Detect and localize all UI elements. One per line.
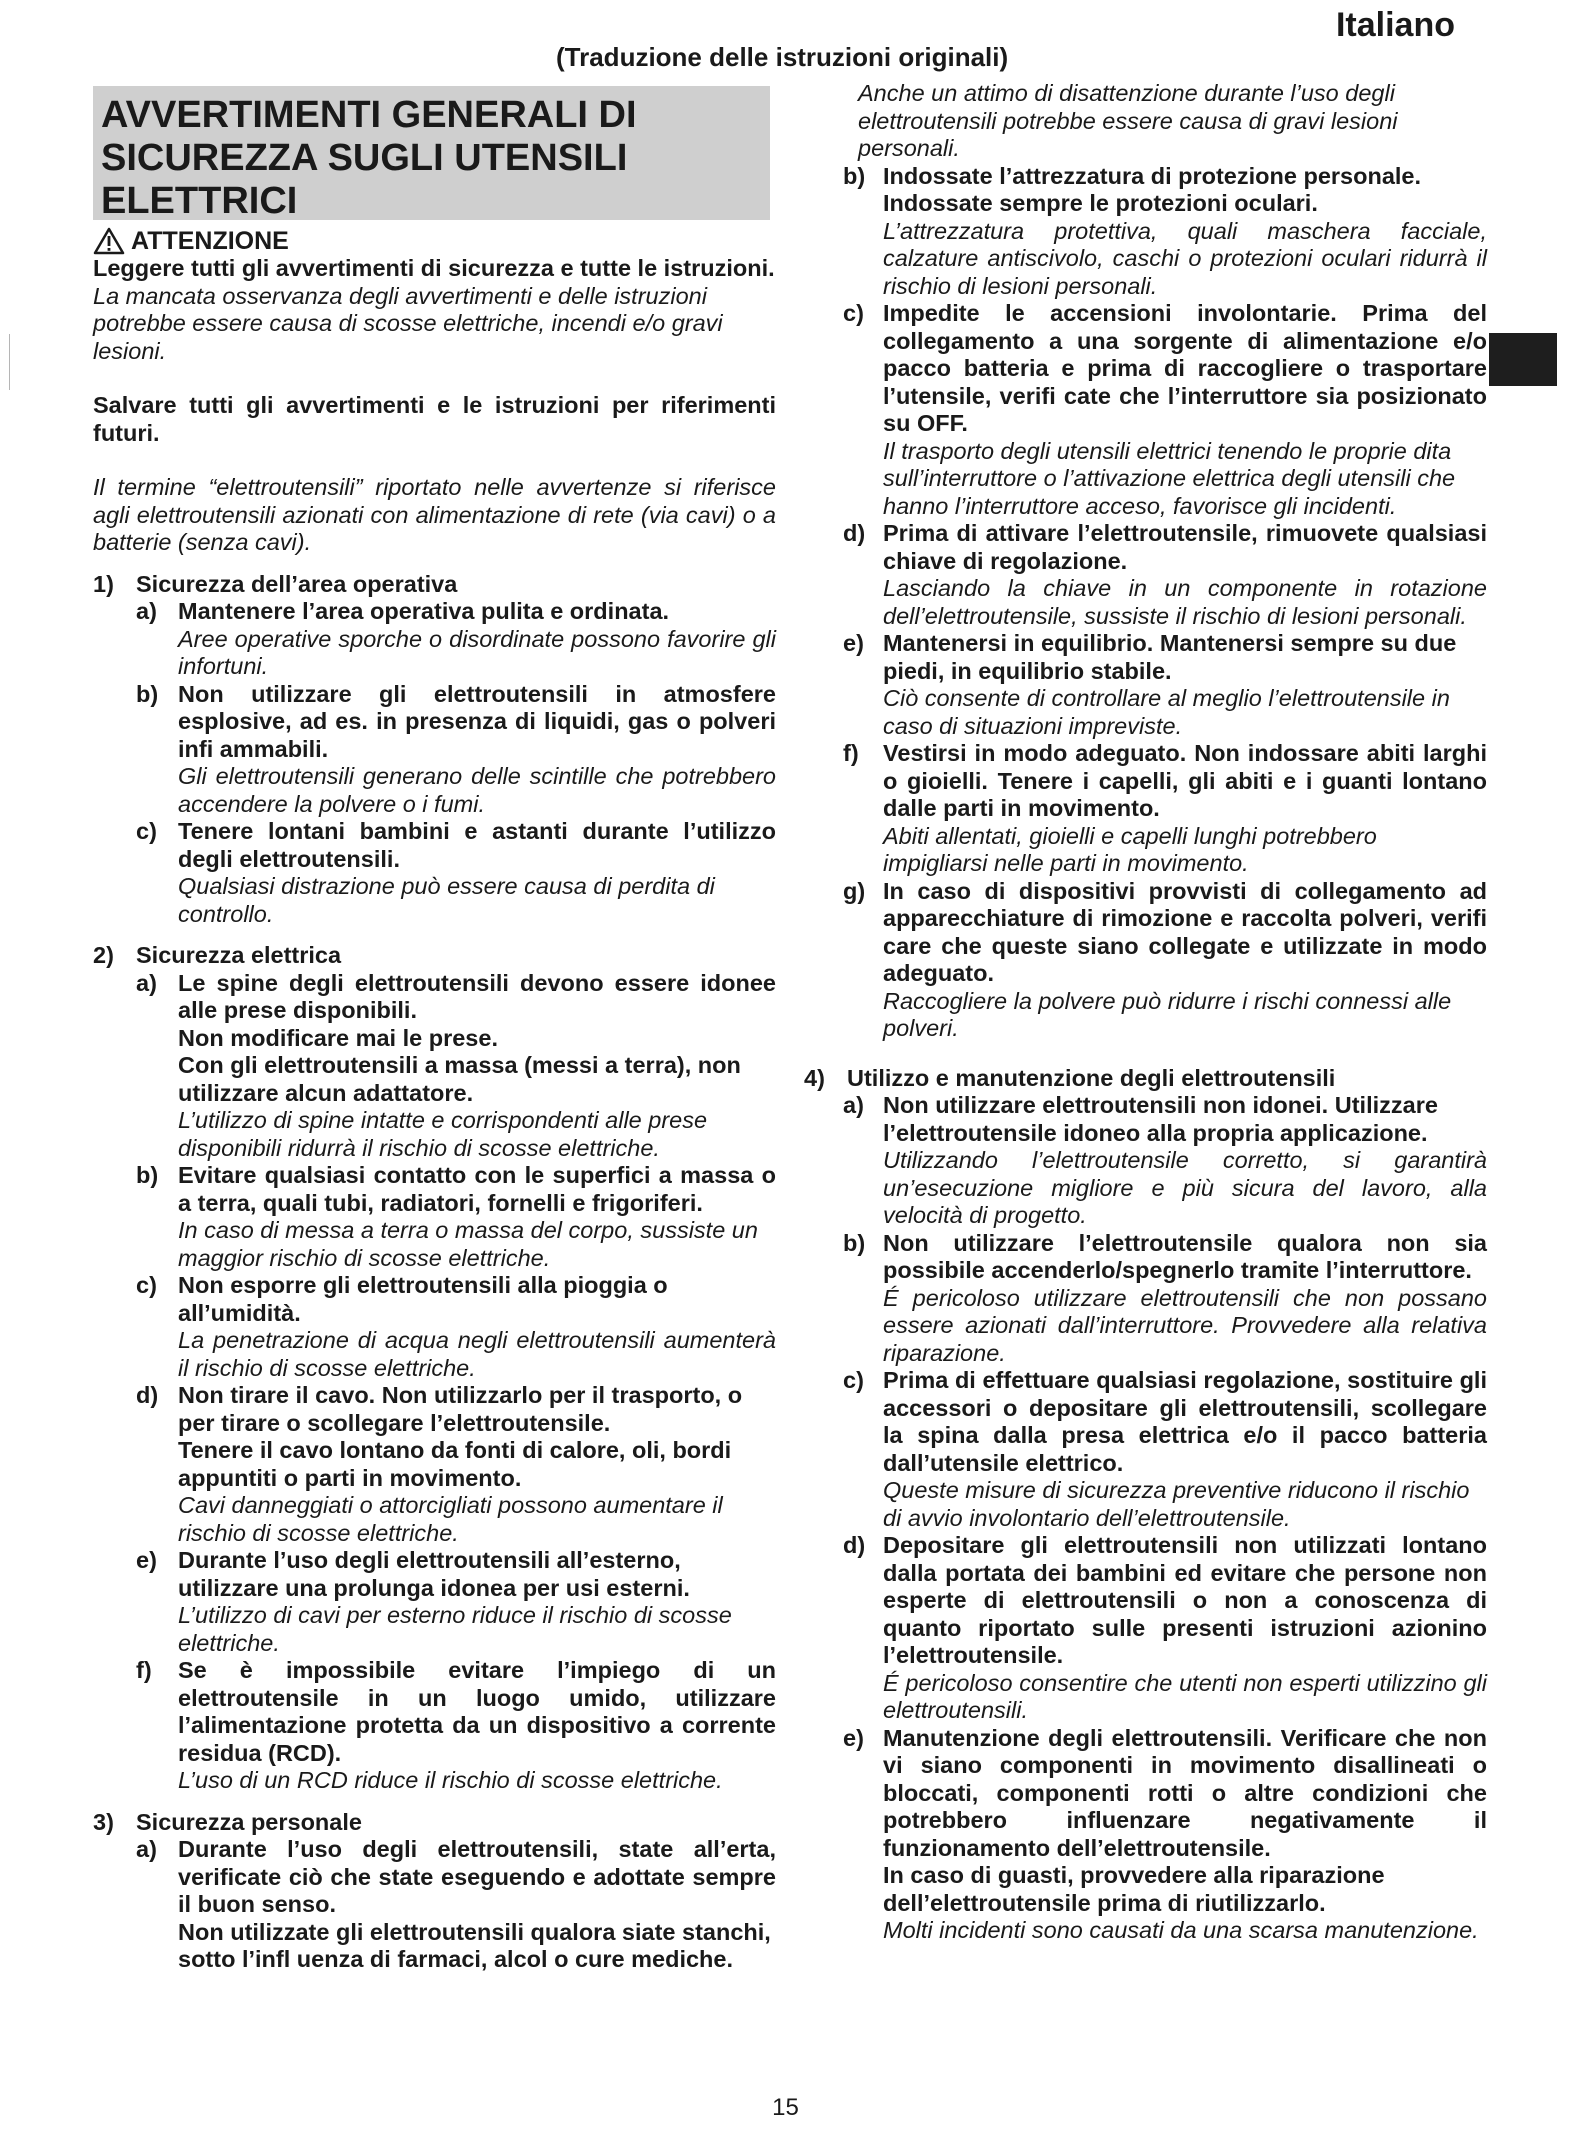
section-2-item-c: c) Non esporre gli elettroutensili alla pioggia o all’umidità. La penetrazione di acqua negli elettroutensili aumenterà il rischio di scosse elettriche. — [136, 1272, 776, 1381]
section-1-heading: 1) Sicurezza dell’area operativa — [93, 570, 458, 597]
warning-triangle-icon — [93, 227, 125, 255]
translation-subtitle: (Traduzione delle istruzioni originali) — [556, 42, 1009, 72]
warning-heading — [93, 227, 776, 255]
language-tab-marker — [1489, 333, 1557, 386]
section-3-item-g: g) In caso di dispositivi provvisti di collegamento ad apparecchiature di rimozione e raccolta polveri, verifi care che queste siano collegate e utilizzate in modo adeguato. Raccogliere la polvere può ridurre i rischi connessi alle polveri. — [843, 877, 1487, 1041]
warning-save: Salvare tutti gli avvertimenti e le istruzioni per riferimenti futuri. — [93, 392, 776, 446]
language-label: Italiano — [1335, 6, 1455, 44]
section-4-item-b: b) Non utilizzare l’elettroutensile qualora non sia possibile accenderlo/spegnerlo tramite l’interruttore. É pericoloso utilizzare elettroutensili che non possano essere azionati dall’interruttore. Provvedere alla relativa riparazione. — [843, 1229, 1487, 1366]
section-4-item-c: c) Prima di effettuare qualsiasi regolazione, sostituire gli accessori o depositare gli elettroutensili, scollegare la spina dalla presa elettrica e/o il pacco batteria dall’utensile elettrico. Queste misure di sicurezza preventive riducono il rischio di avvio involontario dell’elettroutensile. — [843, 1367, 1487, 1531]
section-1-item-a: a) Mantenere l’area operativa pulita e ordinata. Aree operative sporche o disordinate possono favorire gli infortuni. — [136, 598, 776, 679]
section-1-item-b: b) Non utilizzare gli elettroutensili in atmosfere esplosive, ad es. in presenza di liquidi, gas o polveri infi ammabili. Gli elettroutensili generano delle scintille che potrebbero accendere la polvere o i fumi. — [136, 680, 776, 817]
section-4-item-e: e) Manutenzione degli elettroutensili. Verificare che non vi siano componenti in movimento disallineati o bloccati, componenti rotti o altre condizioni che potrebbero influenzare negativamente il funzionamento dell’elettroutensile. In caso di guasti, provvedere alla riparazione dell’elettroutensile prima di riutilizzarlo. Molti incidenti sono causati da una scarsa manutenzione. — [843, 1724, 1487, 1943]
page-title: AVVERTIMENTI GENERALI DI SICUREZZA SUGLI UTENSILI ELETTRICI — [93, 86, 770, 220]
section-2-item-d: d) Non tirare il cavo. Non utilizzarlo per il trasporto, o per tirare o scollegare l’elettroutensile. Tenere il cavo lontano da fonti di calore, oli, bordi appuntiti o parti in movimento. Cavi danneggiati o attorcigliati possono aumentare il rischio di scosse elettriche. — [136, 1382, 743, 1546]
section-3-item-a: a) Durante l’uso degli elettroutensili, state all’erta, verificate ciò che state eseguendo e adottate sempre il buon senso. Non utilizzate gli elettroutensili qualora siate stanchi, sotto l’infl uenza di farmaci, alcol o cure mediche. — [136, 1836, 776, 1972]
section-2-item-e: e) Durante l’uso degli elettroutensili all’esterno, utilizzare una prolunga idonea per usi esterni. L’utilizzo di cavi per esterno riduce il rischio di scosse elettriche. — [136, 1547, 732, 1656]
warning-consequence: La mancata osservanza degli avvertimenti e delle istruzioni potrebbe essere causa di scosse elettriche, incendi e/o gravi lesioni. — [93, 282, 723, 364]
section-4-heading: 4) Utilizzo e manutenzione degli elettroutensili — [804, 1064, 1336, 1091]
section-3-item-a-italic: Anche un attimo di disattenzione durante l’uso degli elettroutensili potrebbe essere causa di gravi lesioni personali. — [858, 80, 1398, 161]
section-4-item-d: d) Depositare gli elettroutensili non utilizzati lontano dalla portata dei bambini ed evitare che persone non esperte di elettroutensili o non a conoscenza di quanto riportato sulle presenti istruzioni azionino l’elettroutensile. É pericoloso consentire che utenti non esperti utilizzino gli elettroutensili. — [843, 1532, 1487, 1723]
section-2-heading: 2) Sicurezza elettrica — [93, 942, 342, 968]
section-3-item-c: c) Impedite le accensioni involontarie. Prima del collegamento a una sorgente di alimentazione e/o pacco batteria e prima di raccogliere o trasportare l’utensile, verifi cate che l’interruttore sia posizionato su OFF. Il trasporto degli utensili elettrici tenendo le proprie dita sull’interruttore o l’attivazione elettrica degli utensili che hanno l’interruttore acceso, favorisce gli incidenti. — [843, 300, 1487, 519]
section-3-heading: 3) Sicurezza personale — [93, 1808, 362, 1835]
section-2-item-a: a) Le spine degli elettroutensili devono essere idonee alle prese disponibili. Non modificare mai le prese. Con gli elettroutensili a massa (messi a terra), non utilizzare alcun adattatore. L’utilizzo di spine intatte e corrispondenti alle prese disponibili ridurrà il rischio di scosse elettriche. — [136, 969, 776, 1161]
section-2-item-f: f) Se è impossibile evitare l’impiego di un elettroutensile in un luogo umido, utilizzare l’alimentazione protetta da un dispositivo a corrente residua (RCD). L’uso di un RCD riduce il rischio di scosse elettriche. — [136, 1657, 776, 1793]
page-number: 15 — [772, 2094, 799, 2121]
section-2-item-b: b) Evitare qualsiasi contatto con le superfici a massa o a terra, quali tubi, radiatori, fornelli e frigoriferi. In caso di messa a terra o massa del corpo, sussiste un maggior rischio di scosse elettriche. — [136, 1162, 776, 1271]
warning-term-note: Il termine “elettroutensili” riportato nelle avvertenze si riferisce agli elettroutensili azionati con alimentazione di rete (via cavi) o a batterie (senza cavi). — [93, 474, 776, 555]
section-3-item-f: f) Vestirsi in modo adeguato. Non indossare abiti larghi o gioielli. Tenere i capelli, gli abiti e i guanti lontano dalle parti in movimento. Abiti allentati, gioielli e capelli lunghi potrebbero impigliarsi nelle parti in movimento. — [843, 740, 1487, 876]
warning-label: ATTENZIONE — [131, 226, 289, 255]
left-margin-mark — [9, 334, 10, 390]
section-3-item-d: d) Prima di attivare l’elettroutensile, rimuovete qualsiasi chiave di regolazione. Lasciando la chiave in un componente in rotazione dell’elettroutensile, sussiste il rischio di lesioni personali. — [843, 520, 1487, 629]
section-3-item-b: b) Indossate l’attrezzatura di protezione personale. Indossate sempre le protezioni oculari. L’attrezzatura protettiva, quali maschera facciale, calzature antiscivolo, caschi o protezioni oculari ridurrà il rischio di lesioni personali. — [843, 162, 1487, 299]
section-4-item-a: a) Non utilizzare elettroutensili non idonei. Utilizzare l’elettroutensile idoneo alla propria applicazione. Utilizzando l’elettroutensile corretto, si garantirà un’esecuzione migliore e più sicura del lavoro, alla velocità di progetto. — [843, 1092, 1487, 1228]
section-1-item-c: c) Tenere lontani bambini e astanti durante l’utilizzo degli elettroutensili. Qualsiasi distrazione può essere causa di perdita di controllo. — [136, 818, 776, 927]
right-column — [804, 80, 1487, 1945]
section-3-item-e: e) Mantenersi in equilibrio. Mantenersi sempre su due piedi, in equilibrio stabile. Ciò consente di controllare al meglio l’elettroutensile in caso di situazioni impreviste. — [843, 630, 1457, 739]
warning-read-all: Leggere tutti gli avvertimenti di sicurezza e tutte le istruzioni. — [93, 255, 775, 281]
left-column — [93, 227, 776, 1974]
